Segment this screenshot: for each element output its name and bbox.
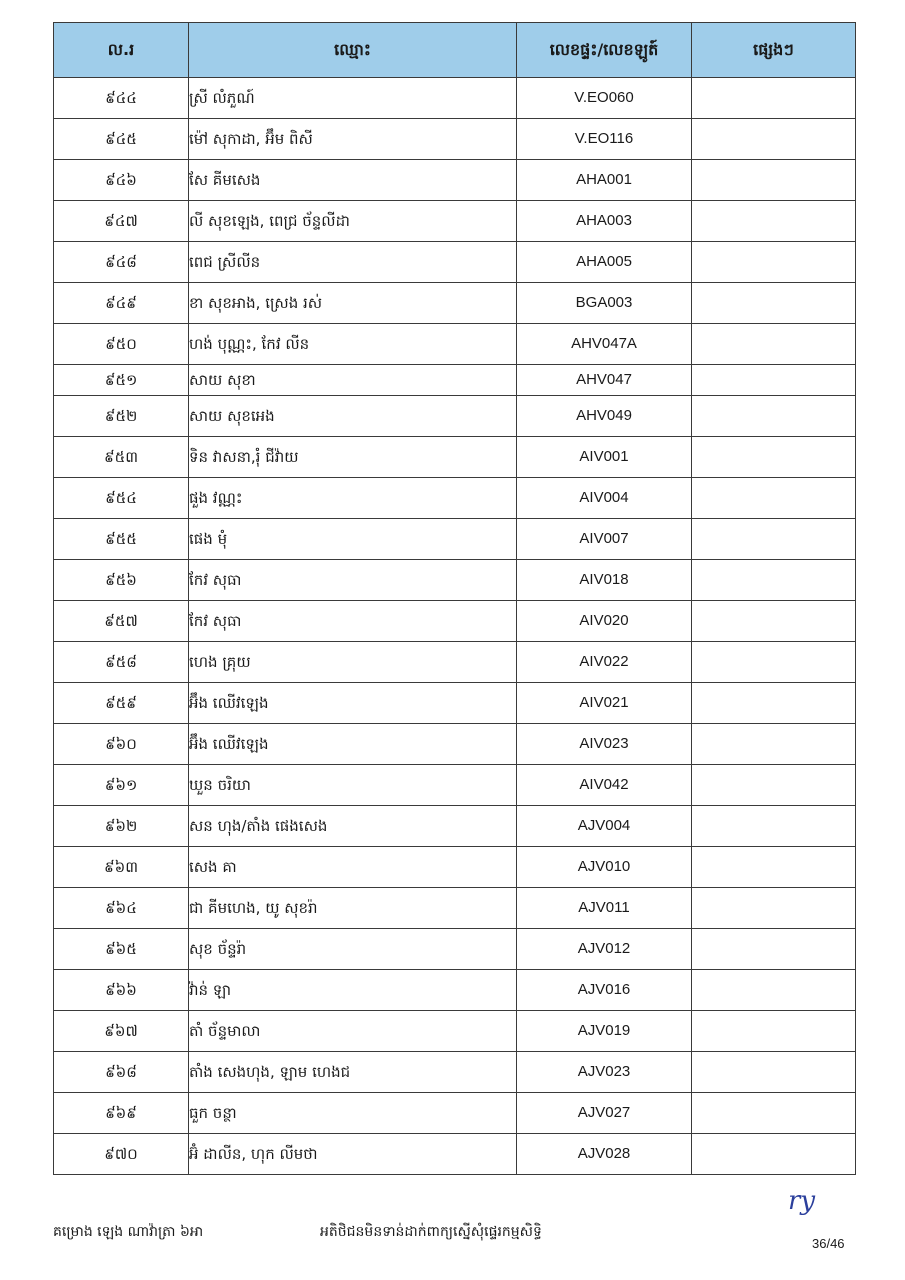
row-number: ៩៥៥ [54,519,189,560]
row-code: AIV007 [517,519,692,560]
row-other [692,642,856,683]
row-name: ម៉ៅ សុកាដា, អ៊ឹម ពិសី [189,119,517,160]
table-row [54,365,856,396]
table-row [54,1052,856,1093]
row-code: AJV011 [517,888,692,929]
row-number: ៩៤៤ [54,78,189,119]
row-number: ៩៦១ [54,765,189,806]
row-other [692,970,856,1011]
row-other [692,1011,856,1052]
row-number: ៩៦៨ [54,1052,189,1093]
table-row [54,160,856,201]
row-number: ៩៤៩ [54,283,189,324]
row-other [692,806,856,847]
table-row [54,78,856,119]
row-code: AIV004 [517,478,692,519]
row-name: ហង់ បុណ្ណះ, កែវ លីន [189,324,517,365]
row-name: សន ហុង/តាំង ផេងសេង [189,806,517,847]
row-name: អ៊ឹង ឈើវឡេង [189,724,517,765]
table-row [54,283,856,324]
header-name: ឈ្មោះ [189,23,517,78]
row-other [692,724,856,765]
row-name: ពេជ ស្រីលីន [189,242,517,283]
row-code: AIV023 [517,724,692,765]
row-name: សេង គា [189,847,517,888]
row-name: សាយ សុខា [189,365,517,396]
row-code: AHA003 [517,201,692,242]
row-name: ទិន វាសនា,រុំ ជីវ៉ាយ [189,437,517,478]
row-other [692,119,856,160]
table-row [54,1093,856,1134]
row-code: V.EO116 [517,119,692,160]
row-code: AIV001 [517,437,692,478]
row-number: ៩៥៤ [54,478,189,519]
row-name: កែវ សុធា [189,601,517,642]
table-row [54,929,856,970]
row-name: តាំ ច័ន្ទមាលា [189,1011,517,1052]
row-number: ៩៦២ [54,806,189,847]
row-number: ៩៥៣ [54,437,189,478]
row-other [692,888,856,929]
row-number: ៩៥១ [54,365,189,396]
table-row [54,724,856,765]
row-code: AHA001 [517,160,692,201]
row-code: AIV022 [517,642,692,683]
row-other [692,396,856,437]
row-number: ៩៤៨ [54,242,189,283]
row-code: AIV021 [517,683,692,724]
row-other [692,560,856,601]
row-code: AJV028 [517,1134,692,1175]
table-row [54,478,856,519]
row-other [692,601,856,642]
table-row [54,560,856,601]
table-row [54,806,856,847]
header-other: ផ្សេងៗ [692,23,856,78]
row-code: AHV047A [517,324,692,365]
table-header-row [54,23,856,78]
table-row [54,396,856,437]
row-name: វ៉ាន់ ឡា [189,970,517,1011]
row-name: ឃួន ចរិយា [189,765,517,806]
row-other [692,683,856,724]
row-name: ស្រី លំភួណ៍ [189,78,517,119]
table-row [54,242,856,283]
header-no: ល.រ [54,23,189,78]
header-code: លេខផ្ទះ/លេខឡូត៍ [517,23,692,78]
row-code: AJV027 [517,1093,692,1134]
row-number: ៩៦៣ [54,847,189,888]
row-code: AJV004 [517,806,692,847]
row-other [692,765,856,806]
table-row [54,1134,856,1175]
row-name: ខា សុខអាង, ស្រេង រស់ [189,283,517,324]
row-name: តាំង សេងហុង, ឡាម ហេងជ [189,1052,517,1093]
row-code: AIV018 [517,560,692,601]
row-other [692,78,856,119]
table-row [54,765,856,806]
table-row [54,601,856,642]
row-other [692,201,856,242]
row-name: សុខ ច័ន្ទរ៉ា [189,929,517,970]
row-number: ៩៦៤ [54,888,189,929]
row-number: ៩៥០ [54,324,189,365]
table-row [54,324,856,365]
row-name: ផួង វណ្ណះ [189,478,517,519]
row-name: សាយ សុខអេង [189,396,517,437]
row-code: AJV010 [517,847,692,888]
row-code: AHV049 [517,396,692,437]
table-row [54,201,856,242]
row-code: AJV023 [517,1052,692,1093]
row-code: AJV016 [517,970,692,1011]
row-other [692,929,856,970]
row-number: ៩៧០ [54,1134,189,1175]
row-number: ៩៥៩ [54,683,189,724]
row-number: ៩៦៧ [54,1011,189,1052]
row-name: កែវ សុធា [189,560,517,601]
table-row [54,519,856,560]
row-other [692,242,856,283]
row-number: ៩៦៥ [54,929,189,970]
row-other [692,1093,856,1134]
footer-document-title: អតិថិជនមិនទាន់ដាក់ពាក្យស្នើសុំផ្ទេរកម្មសិទ្ធិ [320,1224,542,1240]
row-code: AJV019 [517,1011,692,1052]
table-row [54,970,856,1011]
row-other [692,324,856,365]
row-other [692,160,856,201]
row-other [692,1134,856,1175]
table-row [54,888,856,929]
table-row [54,683,856,724]
table-row [54,642,856,683]
row-number: ៩៤៧ [54,201,189,242]
table-row [54,119,856,160]
row-name: ផេង មុំ [189,519,517,560]
footer-project-name: គម្រោង ឡេង ណាវ៉ាត្រា ៦អា [53,1224,204,1240]
row-code: AJV012 [517,929,692,970]
row-code: AIV020 [517,601,692,642]
row-other [692,1052,856,1093]
row-name: សែ គីមសេង [189,160,517,201]
row-number: ៩៥៨ [54,642,189,683]
row-number: ៩៥៧ [54,601,189,642]
row-code: AHV047 [517,365,692,396]
table-row [54,847,856,888]
row-number: ៩៥២ [54,396,189,437]
signature-initials: ry [788,1186,816,1216]
row-number: ៩៦៦ [54,970,189,1011]
row-code: AHA005 [517,242,692,283]
table-row [54,1011,856,1052]
row-number: ៩៤៦ [54,160,189,201]
customer-table [53,22,856,1175]
row-number: ៩៦០ [54,724,189,765]
row-other [692,519,856,560]
row-other [692,283,856,324]
row-name: ហេង គ្រុយ [189,642,517,683]
row-name: អ៊ំ ដាលីន, ហុក លីមថា [189,1134,517,1175]
row-name: លី សុខឡេង, ពេជ្រ ច័ន្ទលីដា [189,201,517,242]
row-other [692,847,856,888]
row-other [692,365,856,396]
row-code: V.EO060 [517,78,692,119]
row-code: BGA003 [517,283,692,324]
row-name: អ៊ឹង ឈើវឡេង [189,683,517,724]
row-name: ធួក ចន្ថា [189,1093,517,1134]
row-number: ៩៦៩ [54,1093,189,1134]
row-other [692,478,856,519]
row-other [692,437,856,478]
page-number: 36/46 [812,1236,845,1251]
row-number: ៩៥៦ [54,560,189,601]
row-name: ជា គីមហេង, យូ សុខរ៉ា [189,888,517,929]
table-row [54,437,856,478]
row-code: AIV042 [517,765,692,806]
row-number: ៩៤៥ [54,119,189,160]
